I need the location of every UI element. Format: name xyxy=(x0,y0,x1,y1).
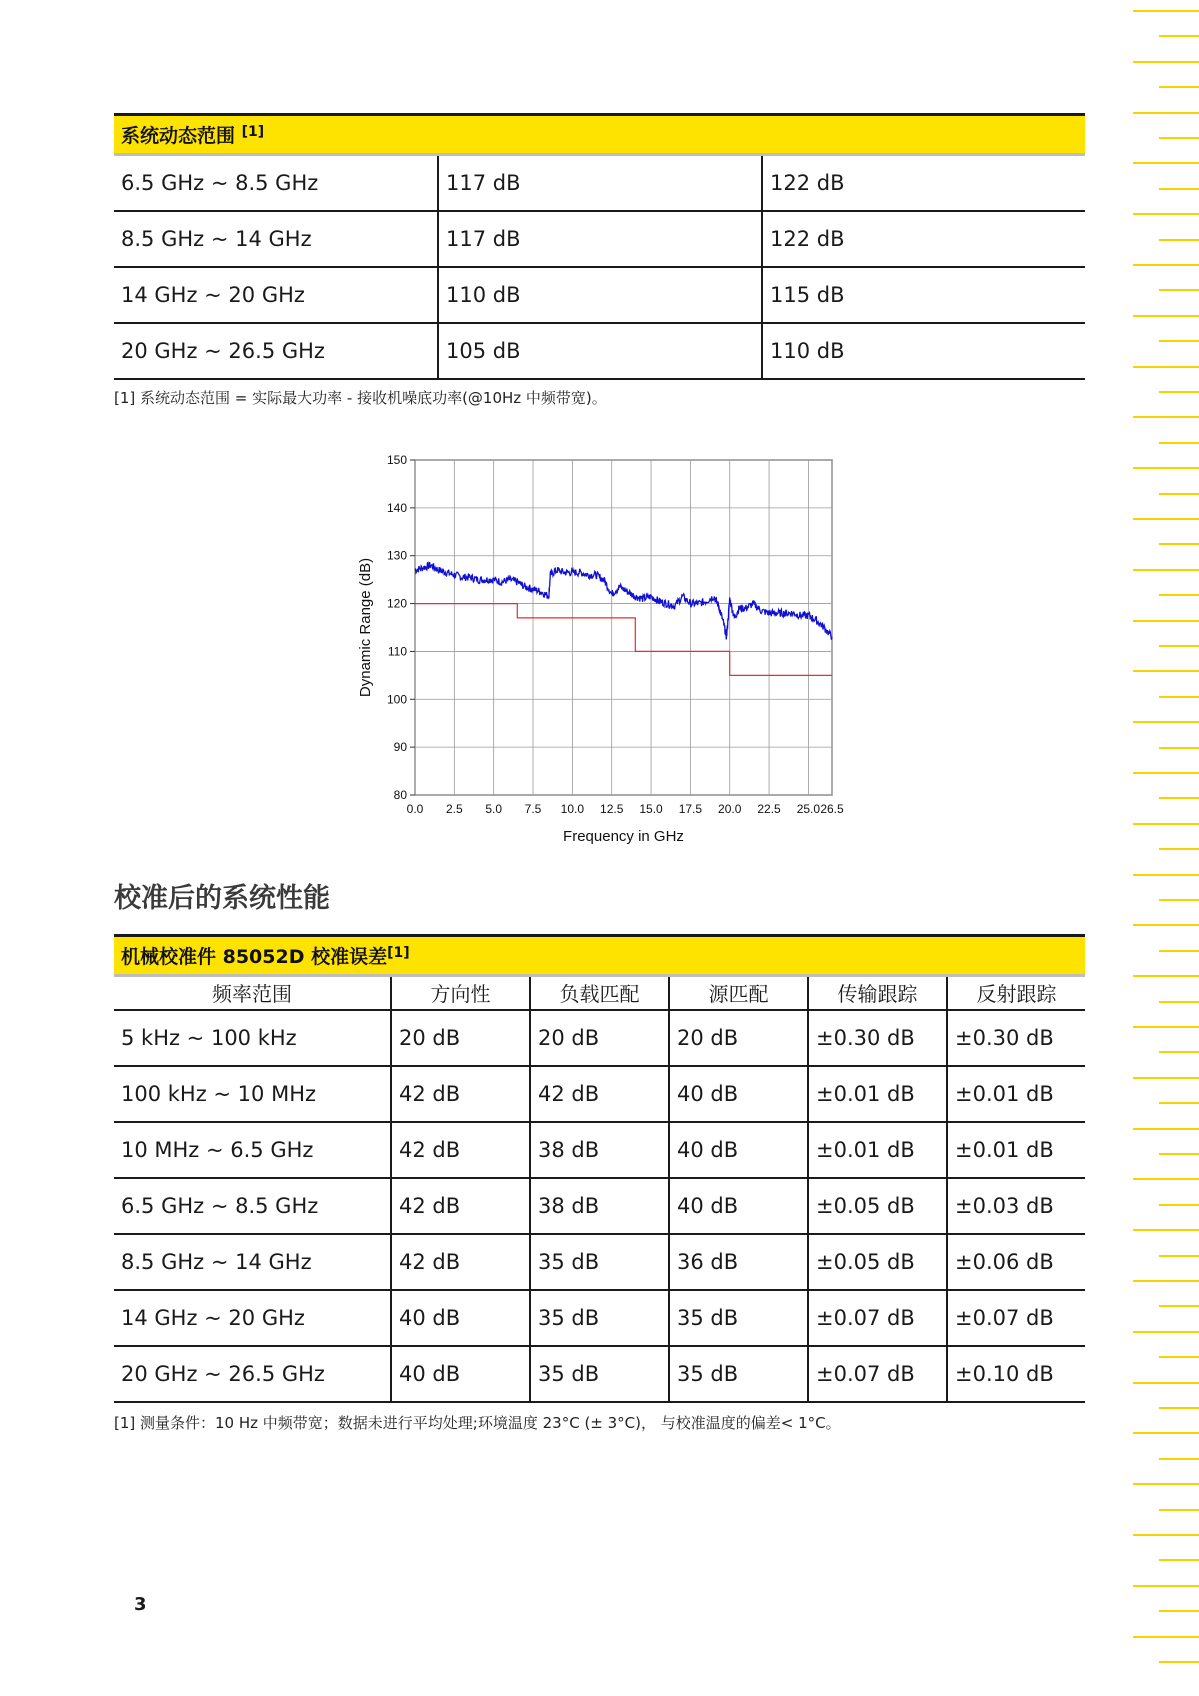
x-tick-label: 0.0 xyxy=(406,802,424,816)
table-cell: ±0.01 dB xyxy=(947,1066,1085,1122)
calibration-table xyxy=(114,934,1085,1403)
table-row xyxy=(114,323,1085,379)
table-cell: 110 dB xyxy=(438,267,762,323)
x-tick-label: 7.5 xyxy=(524,802,542,816)
table-cell: ±0.01 dB xyxy=(808,1066,947,1122)
table-cell: 35 dB xyxy=(530,1290,669,1346)
y-axis-label: Dynamic Range (dB) xyxy=(357,557,374,698)
x-tick-label: 10.0 xyxy=(560,802,585,816)
table-cell: ±0.30 dB xyxy=(808,1010,947,1066)
table-row xyxy=(114,267,1085,323)
table-cell: ±0.07 dB xyxy=(808,1290,947,1346)
table-cell: ±0.01 dB xyxy=(808,1122,947,1178)
table-cell: 42 dB xyxy=(391,1178,530,1234)
x-tick-label: 17.5 xyxy=(678,802,703,816)
y-tick-label: 140 xyxy=(386,500,407,515)
x-tick-label: 26.5 xyxy=(820,802,844,816)
table-cell: 5 kHz ~ 100 kHz xyxy=(114,1010,391,1066)
y-tick-label: 120 xyxy=(386,596,407,611)
x-tick-label: 5.0 xyxy=(485,802,503,816)
table-cell: 38 dB xyxy=(530,1178,669,1234)
x-tick-label: 15.0 xyxy=(639,802,663,816)
table-cell: ±0.30 dB xyxy=(947,1010,1085,1066)
section-title: 校准后的系统性能 xyxy=(114,883,330,914)
y-tick-label: 80 xyxy=(393,788,407,802)
table-cell: 20 dB xyxy=(530,1010,669,1066)
table-row xyxy=(114,1234,1085,1290)
dynamic-range-note: [1] 系统动态范围 = 实际最大功率 - 接收机噪底功率(@10Hz 中频带宽)。 xyxy=(114,389,607,407)
y-tick-label: 110 xyxy=(387,644,407,659)
table-cell: 117 dB xyxy=(438,155,762,211)
table-cell: 42 dB xyxy=(391,1234,530,1290)
table-row xyxy=(114,155,1085,211)
y-tick-label: 130 xyxy=(386,548,407,563)
dynamic-range-table xyxy=(114,113,1085,380)
footnote-marker: [1] xyxy=(241,124,265,140)
page-number: 3 xyxy=(134,1594,147,1615)
table-cell: ±0.10 dB xyxy=(947,1346,1085,1402)
table-cell: ±0.06 dB xyxy=(947,1234,1085,1290)
column-header: 方向性 xyxy=(391,976,530,1010)
decorative-edge-lines xyxy=(1109,0,1199,1696)
column-header: 源匹配 xyxy=(669,976,808,1010)
dynamic-range-title: 系统动态范围 [1] xyxy=(114,115,1085,155)
table-cell: 122 dB xyxy=(762,211,1085,267)
table-cell: ±0.07 dB xyxy=(808,1346,947,1402)
table-cell: 35 dB xyxy=(530,1346,669,1402)
table-row xyxy=(114,1178,1085,1234)
table-cell: ±0.01 dB xyxy=(947,1122,1085,1178)
table-row xyxy=(114,1346,1085,1402)
table-row xyxy=(114,1290,1085,1346)
table-cell: 14 GHz ~ 20 GHz xyxy=(114,1290,391,1346)
table-cell: 14 GHz ~ 20 GHz xyxy=(114,267,438,323)
calibration-title: 机械校准件 85052D 校准误差[1] xyxy=(114,936,1085,976)
x-tick-label: 2.5 xyxy=(445,802,463,816)
table-cell: ±0.07 dB xyxy=(947,1290,1085,1346)
table-row xyxy=(114,1010,1085,1066)
footnote-marker: [1] xyxy=(387,945,410,961)
calibration-note: [1] 测量条件：10 Hz 中频带宽；数据未进行平均处理;环境温度 23°C (± 3°C)， 与校准温度的偏差< 1°C。 xyxy=(114,1414,841,1432)
x-tick-label: 20.0 xyxy=(718,802,742,816)
table-cell: 20 dB xyxy=(669,1010,808,1066)
table-cell: 40 dB xyxy=(669,1178,808,1234)
table-cell: 20 GHz ~ 26.5 GHz xyxy=(114,1346,391,1402)
dynamic-range-chart xyxy=(315,440,855,850)
y-tick-label: 150 xyxy=(386,453,407,467)
table-cell: ±0.05 dB xyxy=(808,1234,947,1290)
column-header: 频率范围 xyxy=(114,976,391,1010)
column-header: 传输跟踪 xyxy=(808,976,947,1010)
column-header: 反射跟踪 xyxy=(947,976,1085,1010)
table-cell: 20 dB xyxy=(391,1010,530,1066)
table-cell: ±0.03 dB xyxy=(947,1178,1085,1234)
table-cell: 42 dB xyxy=(530,1066,669,1122)
table-cell: 40 dB xyxy=(669,1122,808,1178)
x-axis-label: Frequency in GHz xyxy=(563,828,684,845)
table-cell: 105 dB xyxy=(438,323,762,379)
x-tick-label: 12.5 xyxy=(600,802,624,816)
table-cell: 8.5 GHz ~ 14 GHz xyxy=(114,211,438,267)
table-cell: 115 dB xyxy=(762,267,1085,323)
table-cell: 35 dB xyxy=(530,1234,669,1290)
table-cell: 38 dB xyxy=(530,1122,669,1178)
table-cell: 117 dB xyxy=(438,211,762,267)
table-cell: 42 dB xyxy=(391,1122,530,1178)
table-cell: 6.5 GHz ~ 8.5 GHz xyxy=(114,155,438,211)
table-row xyxy=(114,1122,1085,1178)
table-cell: 8.5 GHz ~ 14 GHz xyxy=(114,1234,391,1290)
y-tick-label: 90 xyxy=(393,740,407,755)
x-tick-label: 22.5 xyxy=(757,802,781,816)
table-cell: 40 dB xyxy=(391,1346,530,1402)
table-cell: 122 dB xyxy=(762,155,1085,211)
table-cell: 40 dB xyxy=(669,1066,808,1122)
table-row xyxy=(114,211,1085,267)
table-cell: 35 dB xyxy=(669,1290,808,1346)
table-row xyxy=(114,1066,1085,1122)
table-cell: 6.5 GHz ~ 8.5 GHz xyxy=(114,1178,391,1234)
table-cell: 35 dB xyxy=(669,1346,808,1402)
table-cell: 110 dB xyxy=(762,323,1085,379)
table-cell: 42 dB xyxy=(391,1066,530,1122)
table-cell: 10 MHz ~ 6.5 GHz xyxy=(114,1122,391,1178)
table-cell: 100 kHz ~ 10 MHz xyxy=(114,1066,391,1122)
y-tick-label: 100 xyxy=(386,692,407,707)
table-cell: 20 GHz ~ 26.5 GHz xyxy=(114,323,438,379)
table-cell: ±0.05 dB xyxy=(808,1178,947,1234)
x-tick-label: 25.0 xyxy=(796,802,821,816)
table-cell: 40 dB xyxy=(391,1290,530,1346)
table-cell: 36 dB xyxy=(669,1234,808,1290)
column-header: 负载匹配 xyxy=(530,976,669,1010)
